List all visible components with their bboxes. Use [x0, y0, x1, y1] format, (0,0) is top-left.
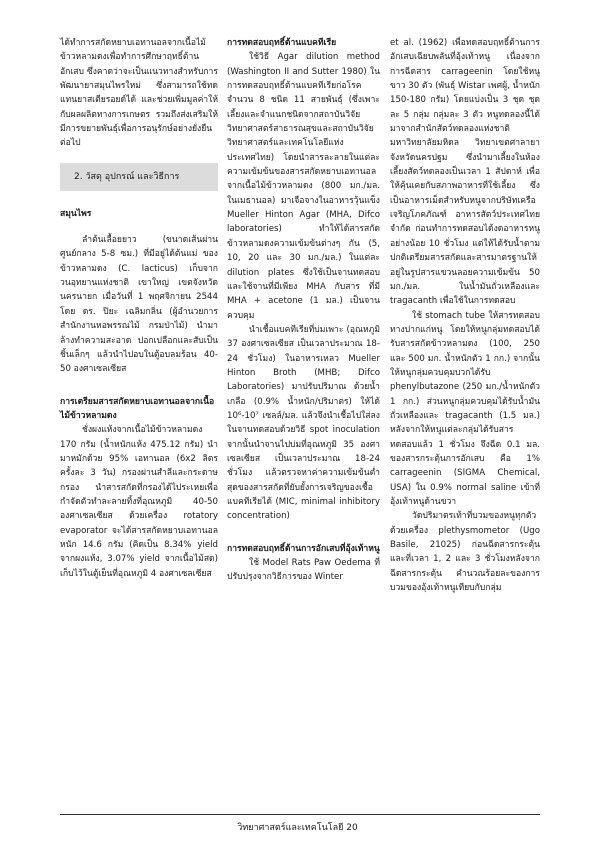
column-middle [227, 36, 380, 585]
column-left [60, 36, 218, 581]
column-right [390, 36, 540, 595]
extract-paragraph: ชั่งผงแห้งจากเนื้อไม้ข้าวหลามดง 170 กรัม (น้ำหนักแห้ง 475.12 กรัม) นำมาหมักด้วย 95% เอทานอล (6x2 ลิตร ครั้งละ 3 วัน) กรองผ่านสำลีและกระดาษกรอง นำสารสกัดที่กรองได้ไประเหยเพื่อกำจัดตัวทำละลายทิ้งที่อุณหภูมิ 40-50 องศาเซลเซียส ด้วยเครื่อง rotatory evaporator จะได้สารสกัดหยาบเอทานอล หนัก 14.6 กรัม (คิดเป็น 8.34% yield จากผงแห้ง, 3.07% yield จากเนื้อไม้สด) เก็บไว้ในตู้เย็นที่อุณหภูมิ 4 องศาเซลเซียส [60, 425, 218, 579]
method-paragraph-2: ใช้ stomach tube ให้สารทดสอบทางปากแก่หนู โดยให้หนูกลุ่มทดสอบได้รับสารสกัดข้าวหลามดง (100, 250 และ 500 มก. น้ำหนักตัว 1 กก.) จากนั้นให้หนูกลุ่มควบคุมบวกได้รับ phenylbutazone (250 มก./น้ำหนักตัว 1 กก.) ส่วนหนูกลุ่มควบคุมได้รับน้ำมันถั่วเหลืองและ tragacanth (1.5 มล.) หลังจากให้หนูแต่ละกลุ่มได้รับสารทดสอบแล้ว 1 ชั่วโมง จึงฉีด 0.1 มล. ของสารกระตุ้นการอักเสบ คือ 1% carrageenin (SIGMA Chemical, USA) ใน 0.9% normal saline เข้าที่อุ้งเท้าหนูด้านขวา [390, 310, 540, 507]
method-paragraph-3: วัดปริมาตรเท้าที่บวมของหนูทุกตัวด้วยเครื่อง plethysmometor (Ugo Basile, 21025) ก่อนฉีดสารกระตุ้น และที่เวลา 1, 2 และ 3 ชั่วโมงหลังจากฉีดสารกระตุ้น คำนวณร้อยละของการบวมของอุ้งเท้าหนูเทียบกับกลุ่ม [390, 511, 540, 594]
method-paragraph-1: et al. (1962) เพื่อทดสอบฤทธิ์ต้านการอักเสบเฉียบพลันที่อุ้งเท้าหนู เนื่องจากการฉีดสาร carrageenin โดยใช้หนูขาว 30 ตัว (พันธุ์ Wistar เพศผู้, น้ำหนัก 150-180 กรัม) โดยแบ่งเป็น 3 ชุด ชุดละ 5 กลุ่ม กลุ่มละ 3 ตัว หนูทดลองนี้ได้มาจากสำนักสัตว์ทดลองแห่งชาติ มหาวิทยาลัยมหิดล วิทยาเขตศาลายา จังหวัดนครปฐม ซึ่งนำมาเลี้ยงในห้องเลี้ยงสัตว์ทดลองเป็นเวลา 1 สัปดาห์ เพื่อให้คุ้นเคยกับสภาพอาหารที่ใช้เลี้ยง ซึ่งเป็นอาหารเม็ดสำหรับหนูจากบริษัทเครือเจริญโภคภัณฑ์ อาหารสัตว์ประเทศไทย จำกัด ก่อนทำการทดสอบได้งดอาหารหนูอย่างน้อย 10 ชั่วโมง แต่ให้ได้รับน้ำตามปกติเตรียมสารสกัดและสารมาตรฐานให้อยู่ในรูปสารแขวนลอยความเข้มข้น 50 มก./มล. ในน้ำมันถั่วเหลืองและ tragacanth เพื่อใช้ในการทดสอบ [390, 38, 541, 307]
footer-rule [60, 814, 540, 815]
page-footer [0, 820, 595, 834]
heading-extract: การเตรียมสารสกัดหยาบเอทานอลจากเนื้อไม้ข้าวหลามดง [60, 396, 215, 421]
antibacterial-paragraph-2: นำเชื้อแบคทีเรียที่บ่มเพาะ (อุณหภูมิ 37 องศาเซลเซียส เป็นเวลาประมาณ 18-24 ชั่วโมง) ในอาหารเหลว Mueller Hinton Broth (MHB; Difco Laboratories) มาปรับปริมาณ ด้วยน้ำเกลือ (0.9% น้ำหนัก/ปริมาตร) ให้ได้ 10⁶-10⁷ เซลล์/มล. แล้วจึงนำเชื้อไปใส่ลงในจานทดสอบด้วยวิธี spot inoculation จากนั้นนำจานไปบ่มที่อุณหภูมิ 35 องศาเซลเซียส เป็นเวลาประมาณ 18-24 ชั่วโมง แล้วตรวจหาค่าความเข้มข้นต่ำสุดของสารสกัดที่ยับยั้งการเจริญของเชื้อแบคทีเรียได้ (MIC, minimal inhibitory concentration) [227, 324, 380, 522]
section-heading-box [60, 163, 218, 191]
intro-paragraph: ได้ทำการสกัดหยาบเอทานอลจากเนื้อไม้ข้าวหลามดงเพื่อทำการศึกษาฤทธิ์ต้านอักเสบ ซึ่งคาดว่าจะเป็นแนวทางสำหรับการพัฒนายาสมุนไพรใหม่ ซึ่งสามารถใช้ทดแทนยาสเตียรอยด์ได้ และช่วยเพิ่มมูลค่าให้กับผลผลิตทางการเกษตร รวมถึงส่งเสริมให้มีการขยายพันธุ์เพื่อการอนุรักษ์อย่างยั่งยืนต่อไป [60, 38, 218, 149]
footer-text: วิทยาศาสตร์และเทคโนโลยี 20 [237, 823, 358, 833]
anti-inflammatory-paragraph: ใช้ Model Rats Paw Oedema ที่ปรับปรุงจากวิธีการของ Winter [227, 558, 380, 583]
antibacterial-paragraph-1: ใช้วิธี Agar dilution method (Washington II and Sutter 1980) ในการทดสอบฤทธิ์ต้านแบคทีเรียก่อโรค จำนวน 8 ชนิด 11 สายพันธุ์ (ซึ่งเพาะเลี้ยงและจำแนกชนิดจากสถาบันวิจัยวิทยาศาสตร์สาธารณสุขและสถาบันวิจัยวิทยาศาสตร์และเทคโนโลยีแห่งประเทศไทย) โดยนำสารละลายในแต่ละความเข้มข้นของสารสกัดหยาบเอทานอลจากเนื้อไม้ข้าวหลามดง (800 มก./มล. ในเมธานอล) มาเจือจางในอาหารวุ้นแข็ง Mueller Hinton Agar (MHA, Difco laboratories) ทำให้ได้สารสกัดข้าวหลามดงความเข้มข้นต่างๆ กัน (5, 10, 20 และ 30 มก./มล.) ในแต่ละ dilution plates ซึ่งใช้เป็นจานทดสอบ และใช้จานที่มีเพียง MHA กับสาร ที่มี MHA + acetone (1 มล.) เป็นจานควบคุม [227, 52, 380, 321]
herb-paragraph: ลำต้นเลื้อยยาว (ขนาดเส้นผ่านศูนย์กลาง 5-8 ซม.) ที่มีอยู่ได้ต้นแม่ ของข้าวหลามดง (C. lacticus) เก็บจากวนอุทยานแห่งชาติ เขาใหญ่ เขตจังหวัดนครนายก เมื่อวันที่ 1 พฤศจิกายน 2544 โดย ดร. ปิยะ เฉลิมกลิ่น (ผู้อำนวยการสำนักงานหอพรรณไม้ กรมป่าไม้) นำมาล้างทำความสะอาด ปอกเปลือกและสับเป็นชิ้นเล็กๆ แล้วนำไปอบในตู้อบลมร้อน 40-50 องศาเซลเซียส [60, 235, 218, 375]
heading-antibacterial: การทดสอบฤทธิ์ต้านแบคทีเรีย [227, 38, 337, 48]
heading-herb: สมุนไพร [60, 208, 92, 219]
heading-anti-inflammatory: การทดสอบฤทธิ์ต้านการอักเสบที่อุ้งเท้าหนู [227, 543, 380, 554]
section-heading: 2. วัสดุ อุปกรณ์ และวิธีการ [74, 171, 180, 182]
